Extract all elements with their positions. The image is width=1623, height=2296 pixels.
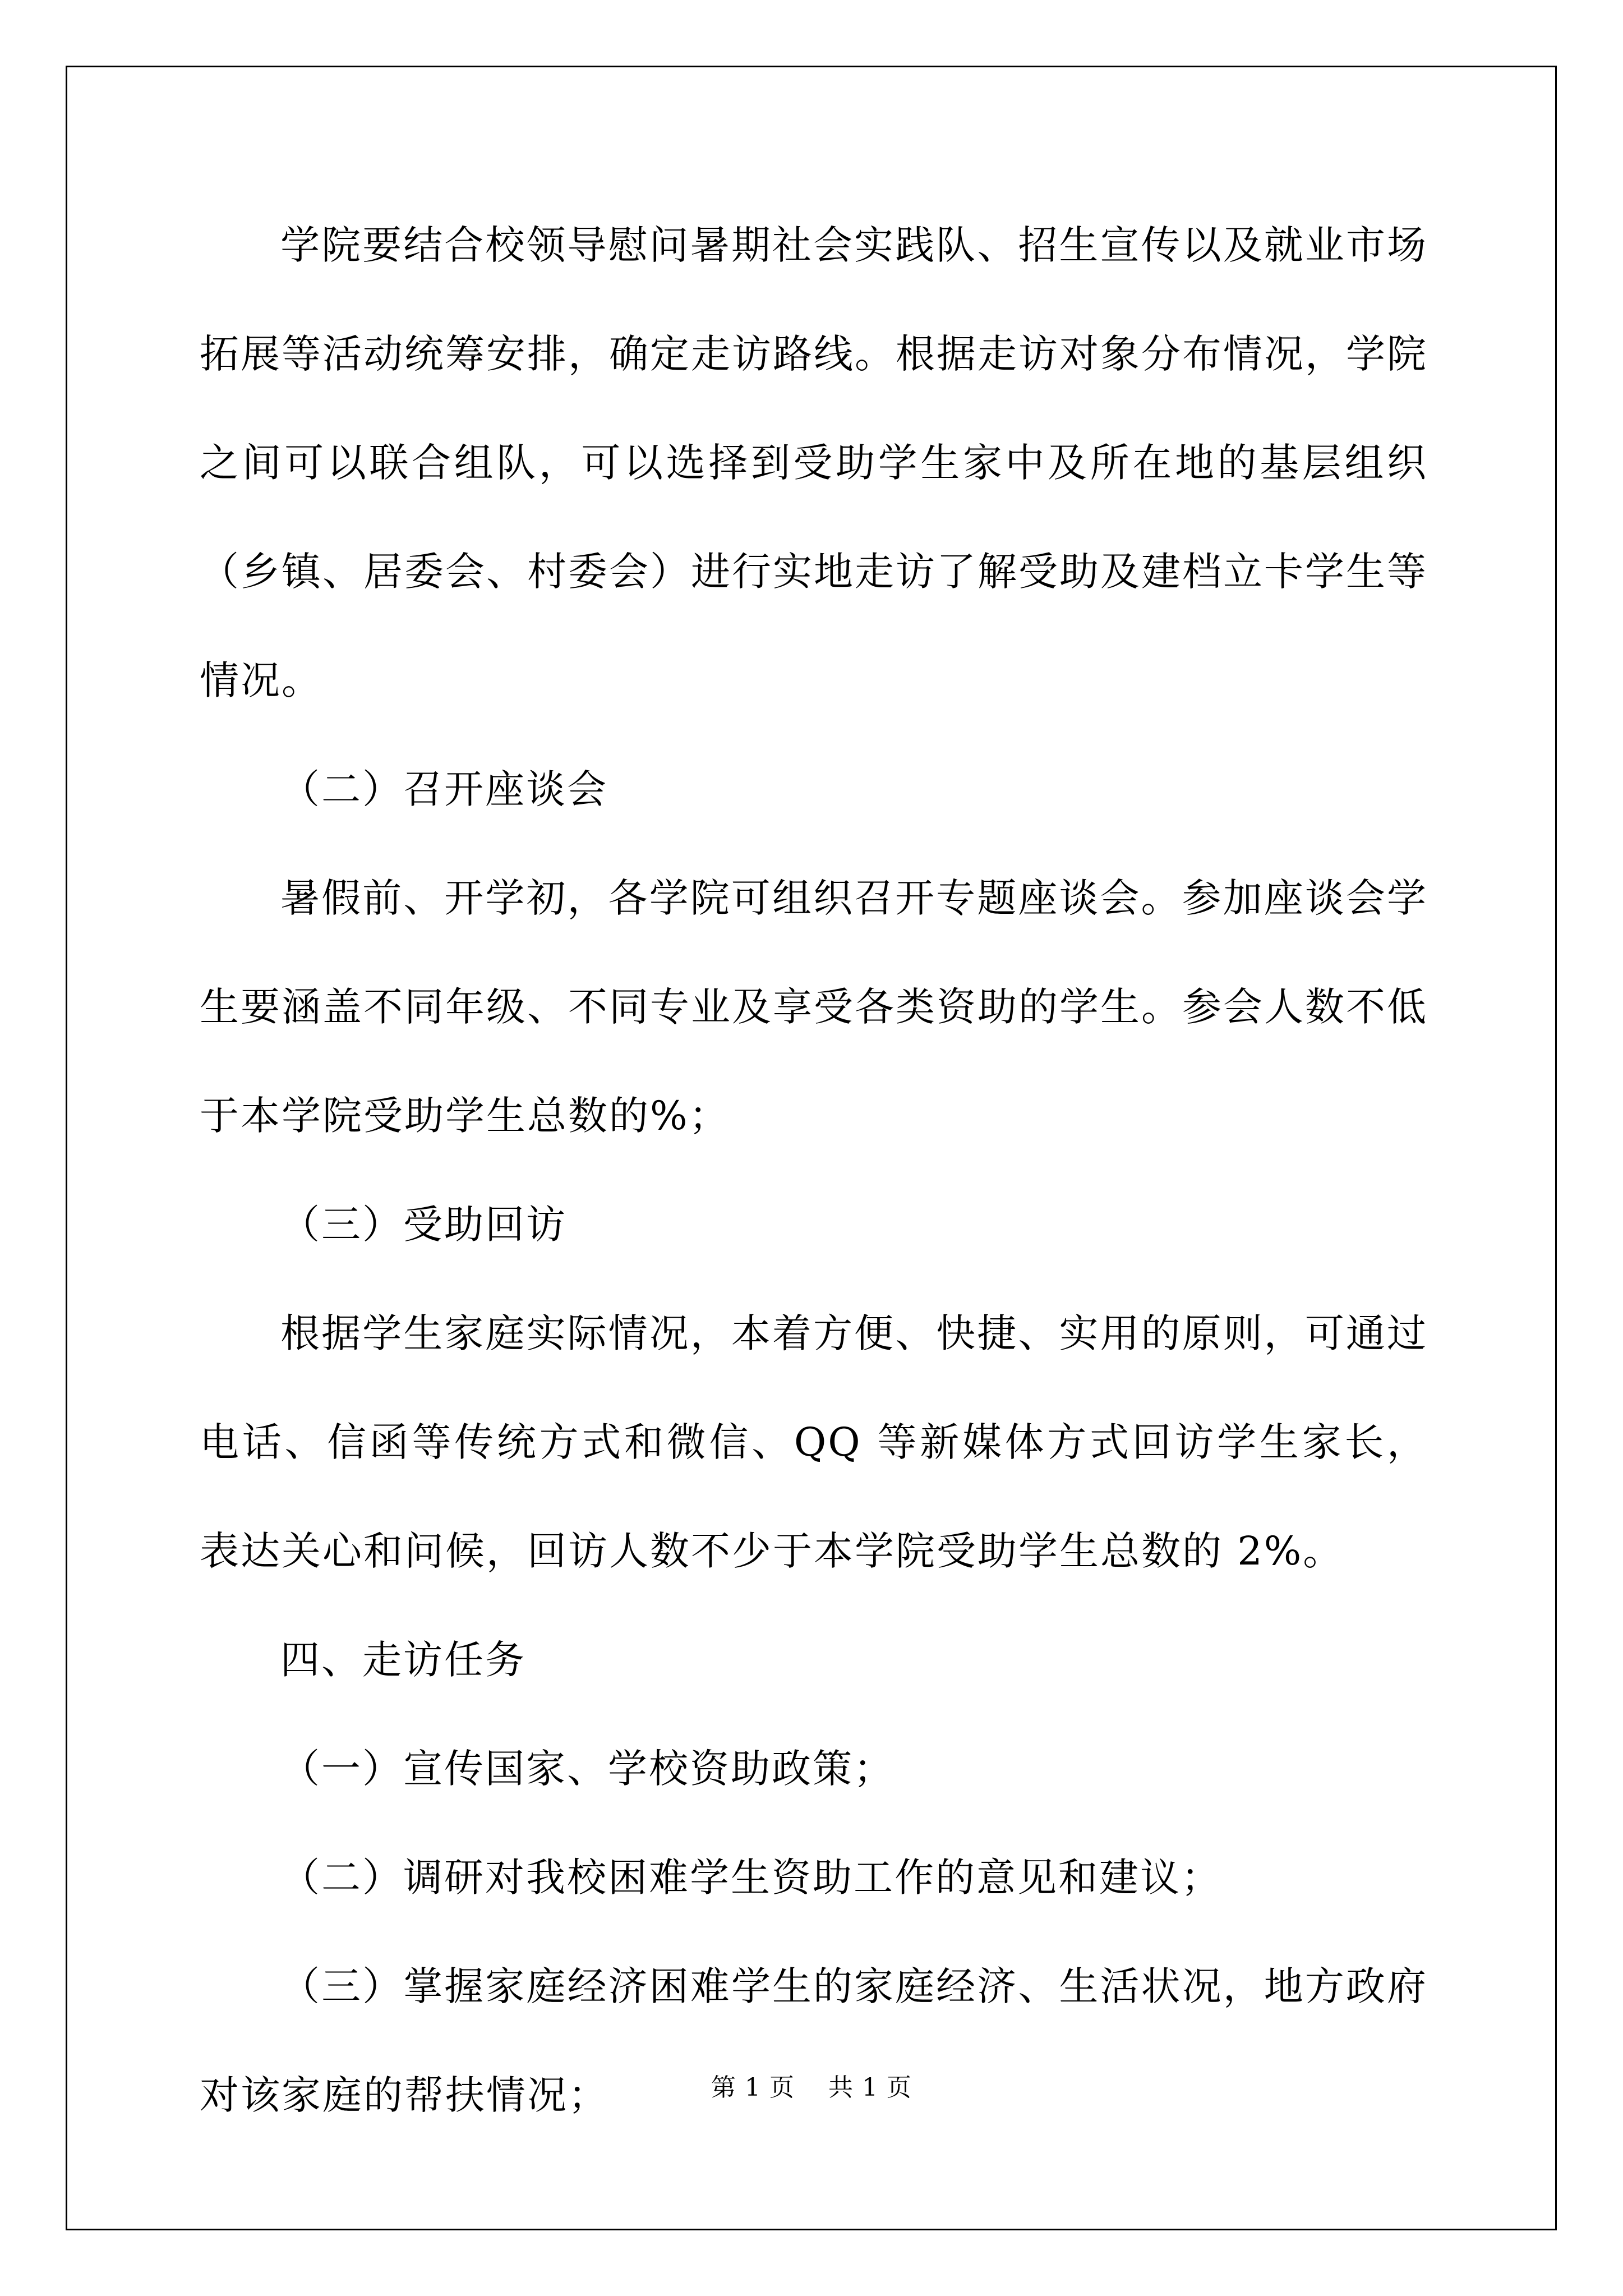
section-heading: 四、走访任务 [280, 1637, 526, 1683]
list-item: （二）调研对我校困难学生资助工作的意见和建议； [280, 1855, 1222, 1901]
section-heading: （二）召开座谈会 [280, 766, 608, 812]
page-footer [0, 2071, 1623, 2105]
paragraph: 学院要结合校领导慰问暑期社会实践队、招生宣传以及就业市场拓展等活动统筹安排，确定走访路线。根据走访对象分布情况，学院之间可以联合组队，可以选择到受助学生家中及所在地的基层组织（乡镇、居委会、村委会）进行实地走访了解受助及建档立卡学生等情况。 [200, 222, 1428, 703]
document-body [200, 191, 1428, 2150]
list-item: （一）宣传国家、学校资助政策； [280, 1746, 895, 1792]
paragraph: 暑假前、开学初，各学院可组织召开专题座谈会。参加座谈会学生要涵盖不同年级、不同专业及享受各类资助的学生。参会人数不低于本学院受助学生总数的%； [200, 875, 1428, 1139]
section-heading: （三）受助回访 [280, 1202, 567, 1248]
page-total: 共 1 页 [828, 2073, 912, 2102]
paragraph: 根据学生家庭实际情况，本着方便、快捷、实用的原则，可通过电话、信函等传统方式和微信、QQ 等新媒体方式回访学生家长，表达关心和问候，回访人数不少于本学院受助学生总数的 2%。 [200, 1310, 1428, 1574]
page-number: 第 1 页 [711, 2073, 795, 2102]
list-item: （三）掌握家庭经济困难学生的家庭经济、生活状况，地方政府对该家庭的帮扶情况； [200, 1963, 1428, 2118]
